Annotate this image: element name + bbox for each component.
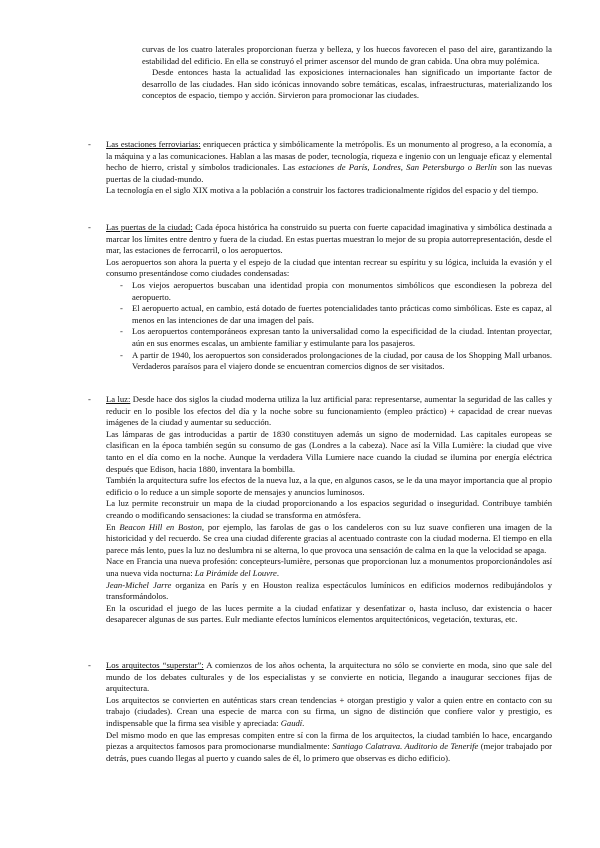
paragraph — [106, 660, 552, 695]
bullet-dash: - — [88, 660, 91, 670]
text: Nace en Francia una nueva profesión: concepteurs-lumière, personas que proporcionan luz a monumentos proporcionándoles así una nueva vida nocturna: — [106, 556, 552, 578]
section-heading: Las puertas de la ciudad: — [106, 222, 193, 232]
section-heading: Los arquitectos “superstar”: — [106, 660, 204, 670]
intro-paragraph: Desde entonces hasta la actualidad las exposiciones internacionales han significado un importante factor de desarrollo de las ciudades. Han sido icónicas innovando sobre temáticas, escalas, infraestructuras, materializando los conceptos de espacio, tiempo y acción. Sirvieron para promocionar las ciudades. — [142, 67, 552, 101]
paragraph — [106, 556, 552, 579]
sub-bullet: - — [120, 279, 123, 290]
list-item — [106, 303, 552, 326]
text: A comienzos de los años ochenta, la arquitectura no sólo se convierte en moda, sino que sale del mundo de los debates culturales y de los especialistas y se convierte en noticia, llegando a inaugurar secciones fijas de arquitectura. — [106, 660, 552, 694]
list-item-text: A partir de 1940, los aeropuertos son considerados prolongaciones de la ciudad, por causa de los Shopping Mall urbanos. Verdaderos paraísos para el viajero donde se encuentran comercios dignos de ser visitados. — [132, 349, 552, 372]
list-item — [106, 350, 552, 373]
paragraph: En la oscuridad el juego de las luces permite a la ciudad enfatizar y desenfatizar o, hasta incluso, dar existencia o hacer desaparecer algunas de sus partes. Eulr mediante efectos lumínicos elementos arquitectónicos, vegetación, texturas, etc. — [106, 602, 552, 625]
bullet-dash: - — [88, 139, 91, 149]
text: (mejor trabajado por detrás, pues cuando llegas al puerto y cuando sales de él, lo primero que observas es dicho edificio). — [106, 741, 553, 763]
paragraph — [106, 695, 552, 730]
text: Desde hace dos siglos la ciudad moderna utiliza la luz artificial para: representarse, aumentar la seguridad de las calles y reducir en lo posible los efectos del día y la noche sobre su funcionamiento (empleo práctico) + capacidad de crear nuevas imágenes de la ciudad y aumentar su seducción. — [106, 394, 552, 428]
paragraph: Los aeropuertos son ahora la puerta y el espejo de la ciudad que intentan recrear su espíritu y su lógica, incluida la evasión y el consumo presentándose como ciudades condensadas: — [106, 256, 552, 279]
intro-block — [142, 44, 552, 102]
section-body — [106, 394, 552, 626]
paragraph: Las lámparas de gas introducidas a partir de 1830 constituyen además un signo de modernidad. Las capitales europeas se clasifican en la época también según su consumo de gas (Londres a la cabeza). Nace así la Villa Lumière: la ciudad que vive tanto en el día como en la noche. Aunque la verdadera Villa Lumiere nace cuando la ciudad se ilumina por energía eléctrica después que Edison, hacia 1880, inventara la bombilla. — [106, 428, 552, 474]
text: En — [106, 521, 120, 532]
section-body — [106, 222, 552, 373]
emphasis: estaciones de París, Londres, San Petersburgo o Berlín — [298, 162, 497, 173]
text: Cada época histórica ha construido su puerta con fuerte capacidad imaginativa y simbólica destinada a marcar los límites entre dentro y fuera de la ciudad. En estas puertas muestran lo mejor de su propia autorrepresentación, desde el mar, las estaciones de ferrocarril, o los aeropuertos. — [106, 222, 552, 256]
emphasis: La Pirámide del Louvre — [194, 567, 277, 578]
emphasis: Santiago Calatrava. Auditorio de Tenerife — [332, 741, 479, 752]
paragraph — [106, 580, 552, 603]
paragraph — [106, 222, 552, 257]
section-body — [106, 660, 552, 764]
sub-bullet: - — [120, 326, 123, 337]
text: . — [302, 717, 305, 728]
paragraph — [106, 730, 552, 765]
text: enriquecen práctica y simbólicamente la metrópolis. Es un monumento al progreso, a la economía, a la máquina y a las comunicaciones. Hablan a las masas de poder, tecnología, riqueza e ingenio con un lenguaje eficaz y elemental hecho de hierro, cristal y símbolos tradicionales. Las — [106, 139, 552, 173]
text: . — [276, 567, 279, 578]
list-item — [106, 280, 552, 303]
intro-paragraph: curvas de los cuatro laterales proporcionan fuerza y belleza, y los huecos favorecen el paso del aire, garantizando la estabilidad del edificio. En ella se construyó el primer ascensor del mundo de gran cabida. Una obra muy polémica. — [142, 44, 552, 66]
list-item-text: El aeropuerto actual, en cambio, está dotado de fuertes potencialidades tanto prácticas como simbólicas. Este es capaz, al menos en las intenciones de dar una imagen del país. — [132, 303, 552, 325]
paragraph: La luz permite reconstruir un mapa de la ciudad proporcionando a los espacios seguridad o inseguridad. Contribuye también creando o modificando sensaciones: la ciudad se transforma en atmósfera. — [106, 498, 552, 520]
bullet-dash: - — [88, 394, 91, 404]
list-item — [106, 326, 552, 349]
paragraph — [106, 139, 552, 185]
section-body — [106, 139, 552, 197]
emphasis: Jean-Michel Jarre — [106, 579, 172, 590]
emphasis: Beacon Hill en Boston — [119, 521, 202, 532]
text: , por ejemplo, las farolas de gas o los candeleros con su luz suave confieren una imagen de la historicidad y del recuerdo. Se crea una ciudad diferente gracias al acentuado contraste con la ciudad moderna. El tiempo en ella parece más lento, pues la luz no deslumbra ni se alterna, lo que provoca una sensación de calma en la que la velocidad se apaga. — [106, 521, 552, 555]
paragraph: La tecnología en el siglo XIX motiva a la población a construir los factores tradicionalmente rígidos del espacio y del tiempo. — [106, 185, 539, 196]
sub-bullet: - — [120, 349, 123, 360]
sub-bullet: - — [120, 303, 123, 314]
paragraph — [106, 522, 552, 557]
paragraph: También la arquitectura sufre los efectos de la nueva luz, a la que, en algunos casos, se le da una mayor importancia que al propio edificio o lo reduce a un simple soporte de mensajes y anuncios luminosos. — [106, 475, 552, 497]
section-heading: Las estaciones ferroviarias: — [106, 139, 201, 149]
section-heading: La luz: — [106, 394, 131, 404]
text: son las nuevas puertas de la ciudad-mundo. — [106, 162, 553, 184]
emphasis: Gaudí — [280, 717, 303, 728]
list-item-text: Los aeropuertos contemporáneos expresan tanto la universalidad como la especificidad de la ciudad. Intentan proyectar, aún en sus enormes escalas, un ambiente familiar y estimulante para los pasajeros. — [132, 326, 552, 348]
text: Los arquitectos se convierten en auténticas stars crean tendencias + otorgan prestigio y valor a quien entre en contacto con su trabajo (ciudades). Crean una especie de marca con su firma, un signo de distinción que confiere valor y prestigio, es indispensable que la firma sea visible y apreciada: — [106, 694, 552, 728]
bullet-dash: - — [88, 222, 91, 232]
list-item-text: Los viejos aeropuertos buscaban una identidad propia con monumentos simbólicos que escondiesen la pobreza del aeropuerto. — [132, 279, 552, 302]
text: Del mismo modo en que las empresas compiten entre sí con la firma de los arquitectos, la ciudad también lo hace, encargando piezas a arquitectos famosos para promocionarse mundialmente: — [106, 729, 552, 752]
text: organiza en París y en Houston realiza espectáculos lumínicos en edificios modernos redibujándolos y transformándolos. — [106, 579, 552, 602]
paragraph — [106, 394, 552, 429]
